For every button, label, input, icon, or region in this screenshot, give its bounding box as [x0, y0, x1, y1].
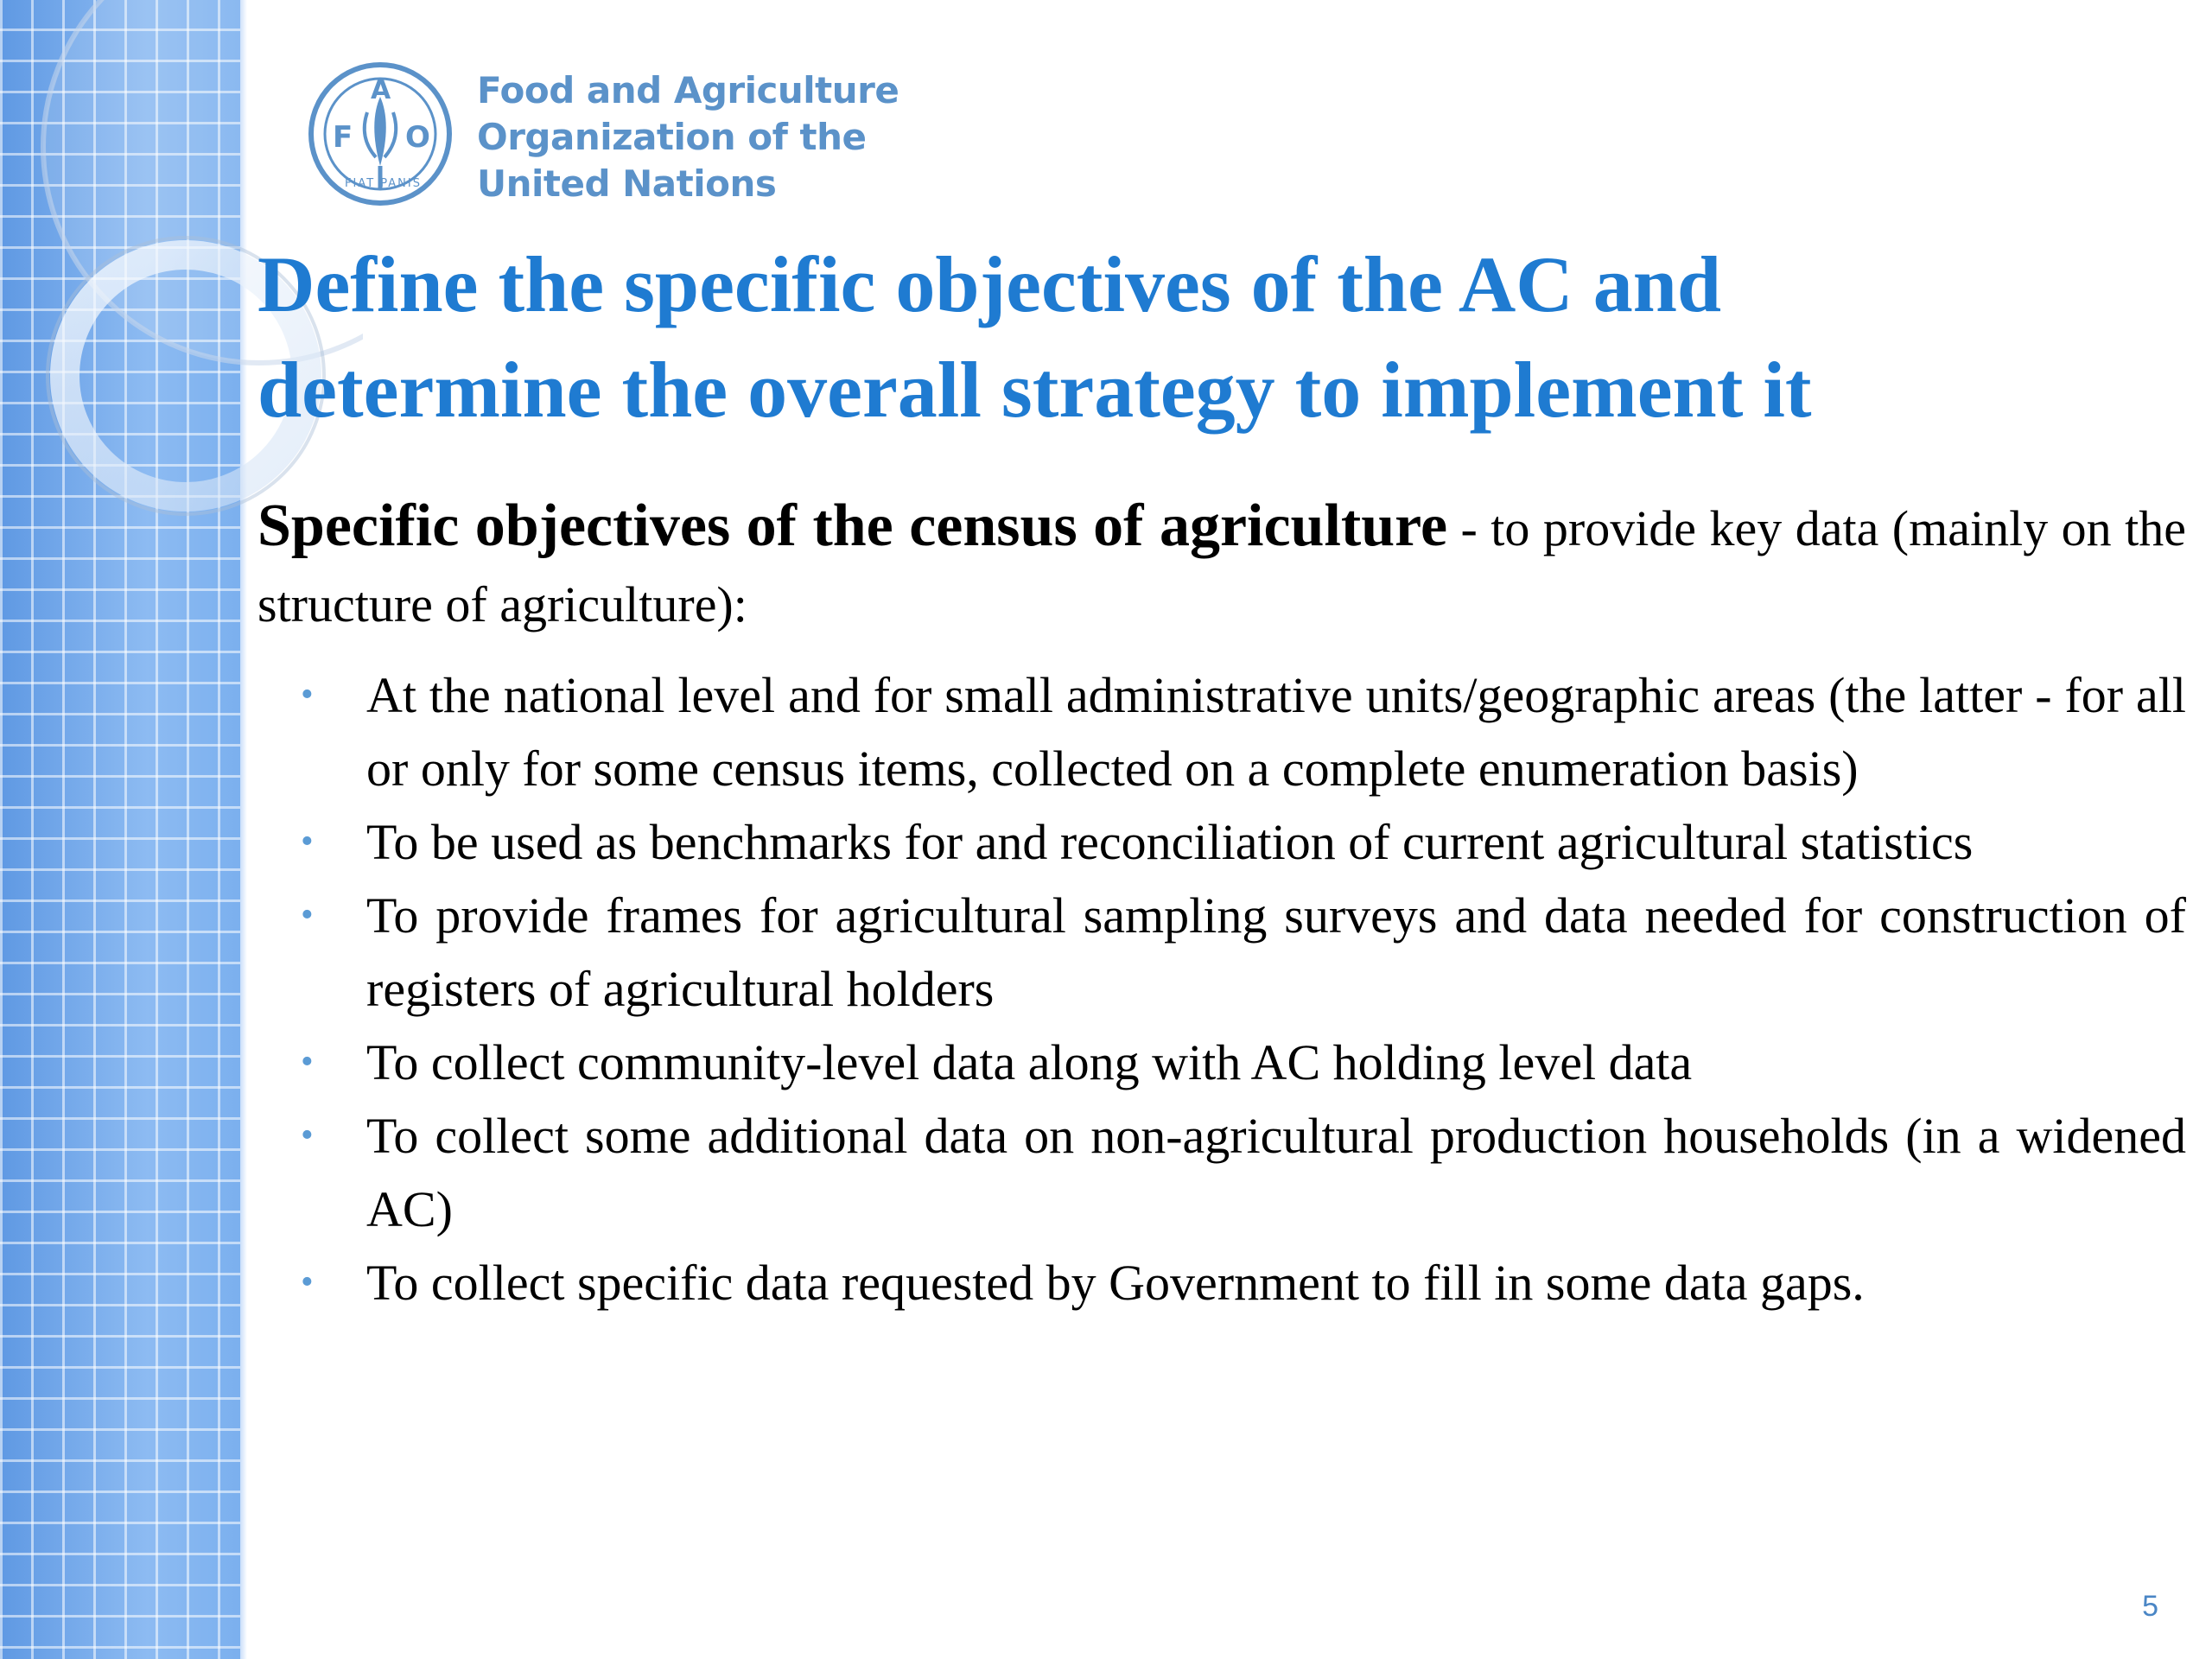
org-name-line: United Nations [477, 162, 777, 205]
bullet-icon: • [301, 1116, 314, 1155]
bullet-icon: • [301, 675, 314, 715]
intro-paragraph [257, 488, 2186, 643]
list-item-text: At the national level and for small administrative units/geographic areas (the latter - for all or only for some census items, collected on a complete enumeration basis) [366, 667, 2186, 797]
list-item [257, 879, 2186, 1026]
objectives-list [257, 658, 2186, 1319]
slide-title [257, 232, 2184, 442]
intro-heading: Specific objectives of the census of agriculture [257, 493, 1448, 559]
list-item-text: To be used as benchmarks for and reconciliation of current agricultural statistics [366, 814, 1974, 870]
intro-text: - to provide key data (mainly on the structure of agriculture): [257, 500, 2186, 632]
slide-title-line: Define the specific objectives of the AC and [257, 240, 1722, 328]
logo-letter-f: F [333, 120, 353, 155]
bullet-icon: • [301, 1042, 314, 1082]
bullet-icon: • [301, 822, 314, 861]
list-item-text: To collect specific data requested by Government to fill in some data gaps. [366, 1255, 1865, 1311]
list-item-text: To provide frames for agricultural sampling surveys and data needed for construction of registers of agricultural holders [366, 887, 2186, 1017]
organization-name [477, 67, 899, 207]
org-name-line: Organization of the [477, 116, 867, 158]
logo-letter-a: A [371, 75, 391, 105]
list-item-text: To collect some additional data on non-agricultural production households (in a widened AC) [366, 1108, 2186, 1237]
bullet-icon: • [301, 895, 314, 935]
bullet-icon: • [301, 1262, 314, 1302]
logo-motto: FIAT PANIS [345, 177, 422, 190]
slide-body [257, 488, 2186, 1319]
logo-letter-o: O [405, 120, 430, 155]
fao-logo [307, 60, 454, 207]
list-item-text: To collect community-level data along with AC holding level data [366, 1034, 1693, 1090]
list-item [257, 1099, 2186, 1246]
list-item [257, 1026, 2186, 1099]
slide-title-line: determine the overall strategy to implement it [257, 346, 1812, 434]
page-number: 5 [2142, 1590, 2158, 1623]
list-item [257, 805, 2186, 879]
list-item [257, 1246, 2186, 1319]
org-name-line: Food and Agriculture [477, 69, 899, 111]
list-item [257, 658, 2186, 805]
